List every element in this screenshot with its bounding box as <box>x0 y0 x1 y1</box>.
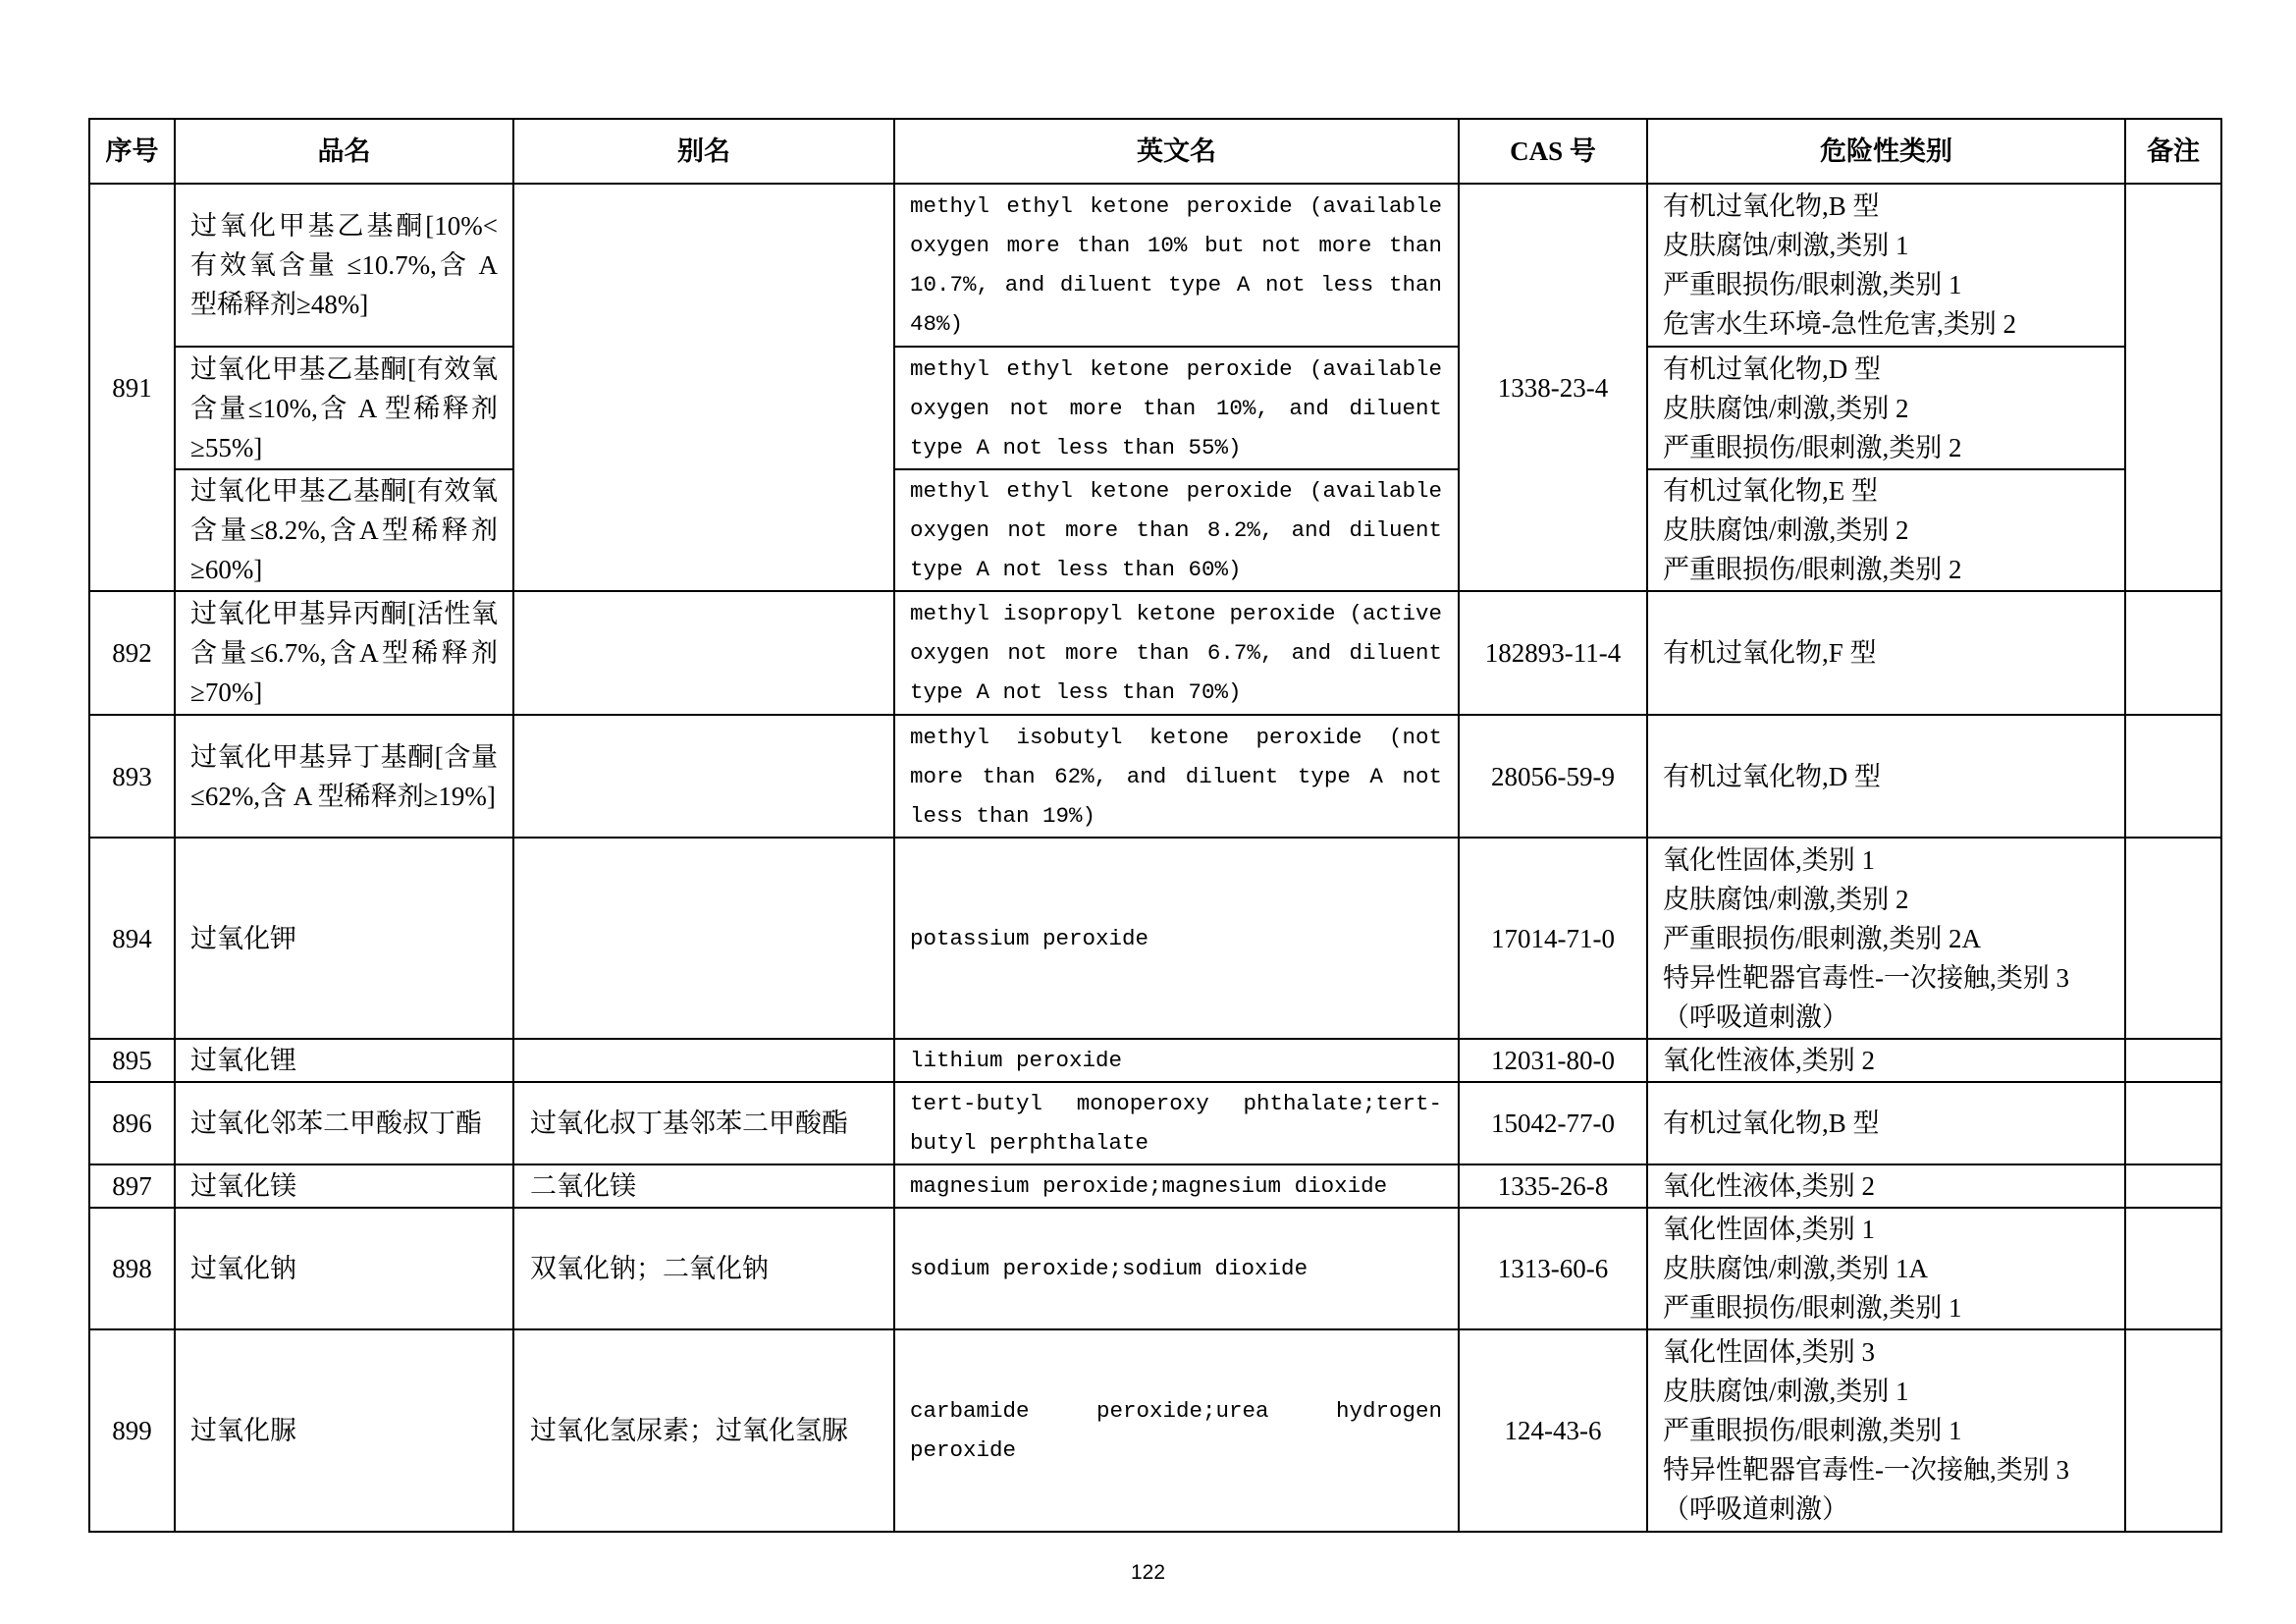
table-row <box>89 1082 2221 1164</box>
english-name-cell: magnesium peroxide;magnesium dioxide <box>894 1164 1459 1208</box>
english-name-cell: methyl ethyl ketone peroxide (available oxygen not more than 10%, and diluent type A not less than 55%) <box>894 347 1459 469</box>
header-name: 品名 <box>175 119 513 184</box>
english-name-cell: methyl ethyl ketone peroxide (available oxygen more than 10% but not more than 10.7%, and diluent type A not less than 48%) <box>894 184 1459 347</box>
hazard-class-cell <box>1647 1164 2125 1208</box>
hazard-class-cell <box>1647 838 2125 1039</box>
english-name-cell: lithium peroxide <box>894 1039 1459 1082</box>
page-number: 122 <box>1130 1561 1166 1584</box>
seq-cell: 896 <box>89 1082 175 1164</box>
alias-cell <box>513 591 894 715</box>
cas-number-cell: 1335-26-8 <box>1459 1164 1647 1208</box>
header-seq: 序号 <box>89 119 175 184</box>
hazard-item: 有机过氧化物,B 型 <box>1663 191 1880 221</box>
english-name-cell: potassium peroxide <box>894 838 1459 1039</box>
hazard-item: 氧化性液体,类别 2 <box>1663 1046 1875 1075</box>
alias-cell <box>513 184 894 591</box>
alias-cell: 双氧化钠；二氧化钠 <box>513 1208 894 1329</box>
alias-cell <box>513 838 894 1039</box>
table-row <box>89 1329 2221 1532</box>
table-row <box>89 469 2221 591</box>
hazard-item: 皮肤腐蚀/刺激,类别 1 <box>1663 231 1909 260</box>
hazard-class-cell <box>1647 1329 2125 1532</box>
cas-number-cell: 17014-71-0 <box>1459 838 1647 1039</box>
hazard-item: 特异性靶器官毒性-一次接触,类别 3（呼吸道刺激） <box>1663 962 2069 1032</box>
product-name-cell: 过氧化甲基乙基酮[10%<有效氧含量 ≤10.7%,含 A 型稀释剂≥48%] <box>175 184 513 347</box>
product-name-cell: 过氧化甲基乙基酮[有效氧含量≤10%,含 A 型稀释剂≥55%] <box>175 347 513 469</box>
english-name-cell: methyl isopropyl ketone peroxide (active oxygen not more than 6.7%, and diluent type A not less than 70%) <box>894 591 1459 715</box>
header-hazard: 危险性类别 <box>1647 119 2125 184</box>
header-cas: CAS 号 <box>1459 119 1647 184</box>
hazard-item: 皮肤腐蚀/刺激,类别 2 <box>1663 515 1909 545</box>
product-name-cell: 过氧化钠 <box>175 1208 513 1329</box>
header-remark: 备注 <box>2125 119 2221 184</box>
hazard-class-cell <box>1647 591 2125 715</box>
header-english-name: 英文名 <box>894 119 1459 184</box>
remark-cell <box>2125 591 2221 715</box>
remark-cell <box>2125 184 2221 591</box>
hazard-item: 氧化性固体,类别 1 <box>1663 844 1875 875</box>
seq-cell: 899 <box>89 1329 175 1532</box>
hazard-class-cell <box>1647 184 2125 347</box>
table-row <box>89 715 2221 838</box>
product-name-cell: 过氧化脲 <box>175 1329 513 1532</box>
alias-cell: 过氧化叔丁基邻苯二甲酸酯 <box>513 1082 894 1164</box>
hazard-item: 氧化性固体,类别 3 <box>1663 1337 1875 1367</box>
hazard-item: 皮肤腐蚀/刺激,类别 2 <box>1663 393 1909 423</box>
cas-number-cell: 28056-59-9 <box>1459 715 1647 838</box>
cas-number-cell: 1338-23-4 <box>1459 184 1647 591</box>
table-body <box>89 184 2221 1532</box>
hazard-item: 有机过氧化物,D 型 <box>1663 353 1881 384</box>
product-name-cell: 过氧化甲基乙基酮[有效氧含量≤8.2%,含A型稀释剂≥60%] <box>175 469 513 591</box>
english-name-cell: methyl ethyl ketone peroxide (available oxygen not more than 8.2%, and diluent type A not less than 60%) <box>894 469 1459 591</box>
remark-cell <box>2125 715 2221 838</box>
alias-cell <box>513 715 894 838</box>
english-name-cell: tert-butyl monoperoxy phthalate;tert-butyl perphthalate <box>894 1082 1459 1164</box>
hazard-item: 有机过氧化物,D 型 <box>1663 761 1881 791</box>
seq-cell: 897 <box>89 1164 175 1208</box>
hazard-item: 严重眼损伤/眼刺激,类别 1 <box>1663 270 1962 299</box>
cas-number-cell: 124-43-6 <box>1459 1329 1647 1532</box>
hazard-item: 严重眼损伤/眼刺激,类别 2 <box>1663 555 1962 584</box>
english-name-cell: methyl isobutyl ketone peroxide (not more than 62%, and diluent type A not less than 19%) <box>894 715 1459 838</box>
hazard-item: 皮肤腐蚀/刺激,类别 1A <box>1663 1254 1928 1283</box>
chemical-catalog-table <box>88 118 2222 1533</box>
hazard-item: 氧化性固体,类别 1 <box>1663 1215 1875 1244</box>
seq-cell: 894 <box>89 838 175 1039</box>
cas-number-cell: 15042-77-0 <box>1459 1082 1647 1164</box>
remark-cell <box>2125 1039 2221 1082</box>
hazard-item: 严重眼损伤/眼刺激,类别 2 <box>1663 432 1962 462</box>
header-alias: 别名 <box>513 119 894 184</box>
product-name-cell: 过氧化邻苯二甲酸叔丁酯 <box>175 1082 513 1164</box>
hazard-class-cell <box>1647 1039 2125 1082</box>
seq-cell: 893 <box>89 715 175 838</box>
product-name-cell: 过氧化钾 <box>175 838 513 1039</box>
seq-cell: 898 <box>89 1208 175 1329</box>
hazard-item: 严重眼损伤/眼刺激,类别 1 <box>1663 1293 1962 1323</box>
cas-number-cell: 182893-11-4 <box>1459 591 1647 715</box>
alias-cell: 二氧化镁 <box>513 1164 894 1208</box>
hazard-item: 特异性靶器官毒性-一次接触,类别 3（呼吸道刺激） <box>1663 1455 2069 1524</box>
remark-cell <box>2125 838 2221 1039</box>
table-row <box>89 347 2221 469</box>
hazard-item: 有机过氧化物,E 型 <box>1663 476 1878 506</box>
cas-number-cell: 1313-60-6 <box>1459 1208 1647 1329</box>
remark-cell <box>2125 1329 2221 1532</box>
hazard-item: 有机过氧化物,B 型 <box>1663 1109 1880 1138</box>
remark-cell <box>2125 1082 2221 1164</box>
table-row <box>89 591 2221 715</box>
table-row <box>89 838 2221 1039</box>
product-name-cell: 过氧化镁 <box>175 1164 513 1208</box>
table-row <box>89 1208 2221 1329</box>
hazard-item: 氧化性液体,类别 2 <box>1663 1171 1875 1201</box>
hazard-item: 危害水生环境-急性危害,类别 2 <box>1663 309 2016 339</box>
hazard-class-cell <box>1647 715 2125 838</box>
remark-cell <box>2125 1164 2221 1208</box>
alias-cell: 过氧化氢尿素；过氧化氢脲 <box>513 1329 894 1532</box>
hazard-item: 严重眼损伤/眼刺激,类别 1 <box>1663 1416 1962 1445</box>
english-name-cell: sodium peroxide;sodium dioxide <box>894 1208 1459 1329</box>
table-row <box>89 1039 2221 1082</box>
cas-number-cell: 12031-80-0 <box>1459 1039 1647 1082</box>
table-header-row <box>89 119 2221 184</box>
hazard-item: 严重眼损伤/眼刺激,类别 2A <box>1663 923 1981 953</box>
hazard-item: 有机过氧化物,F 型 <box>1663 638 1877 668</box>
table-row <box>89 184 2221 347</box>
remark-cell <box>2125 1208 2221 1329</box>
product-name-cell: 过氧化甲基异丙酮[活性氧含量≤6.7%,含A型稀释剂≥70%] <box>175 591 513 715</box>
hazard-class-cell <box>1647 469 2125 591</box>
hazard-class-cell <box>1647 1208 2125 1329</box>
seq-cell: 891 <box>89 184 175 591</box>
product-name-cell: 过氧化甲基异丁基酮[含量≤62%,含 A 型稀释剂≥19%] <box>175 715 513 838</box>
hazard-class-cell <box>1647 1082 2125 1164</box>
seq-cell: 895 <box>89 1039 175 1082</box>
hazard-item: 皮肤腐蚀/刺激,类别 1 <box>1663 1377 1909 1406</box>
product-name-cell: 过氧化锂 <box>175 1039 513 1082</box>
hazard-item: 皮肤腐蚀/刺激,类别 2 <box>1663 884 1909 914</box>
alias-cell <box>513 1039 894 1082</box>
seq-cell: 892 <box>89 591 175 715</box>
english-name-cell: carbamide peroxide;urea hydrogen peroxide <box>894 1329 1459 1532</box>
hazard-class-cell <box>1647 347 2125 469</box>
table-row <box>89 1164 2221 1208</box>
